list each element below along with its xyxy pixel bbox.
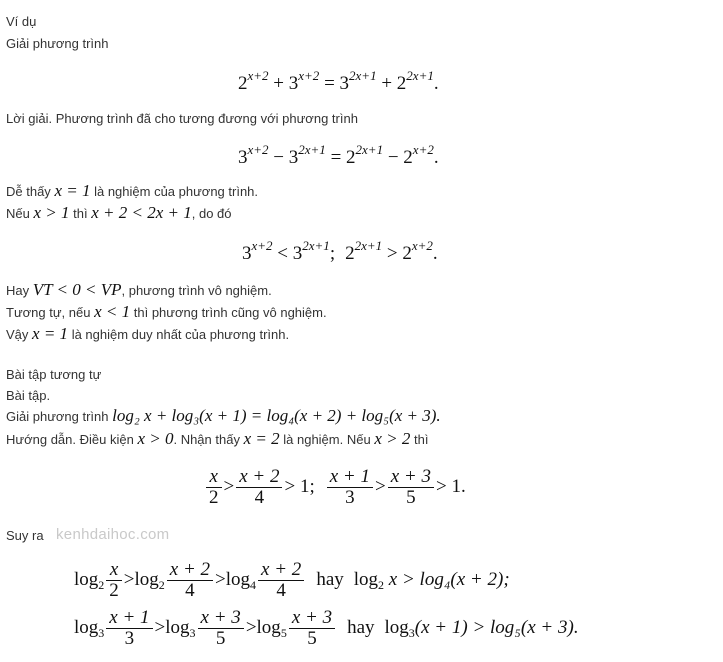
line-if: Nếu x > 1 thì x + 2 < 2x + 1, do đó [6,203,232,222]
hint-line: Hướng dẫn. Điều kiện x > 0. Nhận thấy x = 2 là nghiệm. Nếu x > 2 thì [6,429,429,448]
line-or: Hay VT < 0 < VP, phương trình vô nghiệm. [6,280,272,299]
fraction: $\frac{x + 3}{5}$ [289,608,335,649]
problem-intro: Giải phương trình [6,36,109,51]
fraction: $\frac{x}{2}$ [206,467,222,508]
fraction: $\frac{x + 2}{4}$ [167,560,213,601]
fraction: $\frac{x + 2}{4}$ [258,560,304,601]
equation-1: $2^{x+2} + 3^{x+2} = 3^{2x+1} + 2^{2x+1}$. [238,68,439,94]
conclude-label: Suy ra [6,528,44,543]
exercise-statement: Giải phương trình log₂ x + log₃(x + 1) = log₄(x + 2) + log₅(x + 3). [6,406,441,425]
fraction: $\frac{x}{2}$ [106,560,122,601]
fraction: $\frac{x + 2}{4}$ [236,467,282,508]
fraction: $\frac{x + 1}{3}$ [106,608,152,649]
example-heading: Ví dụ [6,14,37,29]
equation-3: $3^{x+2} < 3^{2x+1}$; $2^{2x+1} > 2^{x+2}$. [242,238,438,264]
equation-2: $3^{x+2} - 3^{2x+1} = 2^{2x+1} - 2^{x+2}$. [238,142,439,168]
equation-5: $\log_2$ $\frac{x}{2}$ $>\log_2$ $\frac{x + 2}{4}$ $>\log_4$ $\frac{x + 2}{4}$ hay $\log_2 x > \log_4(x + 2)$; [74,559,510,602]
line-conclusion: Vậy x = 1 là nghiệm duy nhất của phương trình. [6,324,290,343]
fraction: $\frac{x + 1}{3}$ [327,467,373,508]
equation-6: $\log_3$ $\frac{x + 1}{3}$ $>\log_3$ $\frac{x + 3}{5}$ $>\log_5$ $\frac{x + 3}{5}$ hay $\log_3(x + 1) > \log_5(x + 3)$. [74,607,579,650]
exercise-label: Bài tập. [6,388,51,403]
watermark: kenhdaihoc.com [56,526,170,543]
section-similar-heading: Bài tập tương tự [6,367,102,382]
line-easy: Dễ thấy x = 1 là nghiệm của phương trình. [6,181,259,200]
fraction: $\frac{x + 3}{5}$ [388,467,434,508]
fraction: $\frac{x + 3}{5}$ [198,608,244,649]
line-similar: Tương tự, nếu x < 1 thì phương trình cũng vô nghiệm. [6,302,327,321]
solution-intro: Lời giải. Phương trình đã cho tương đương với phương trình [6,111,358,126]
equation-4: $\frac{x}{2}$ > $\frac{x + 2}{4}$ > 1; $\frac{x + 1}{3}$ > $\frac{x + 3}{5}$ > 1. [204,465,466,509]
